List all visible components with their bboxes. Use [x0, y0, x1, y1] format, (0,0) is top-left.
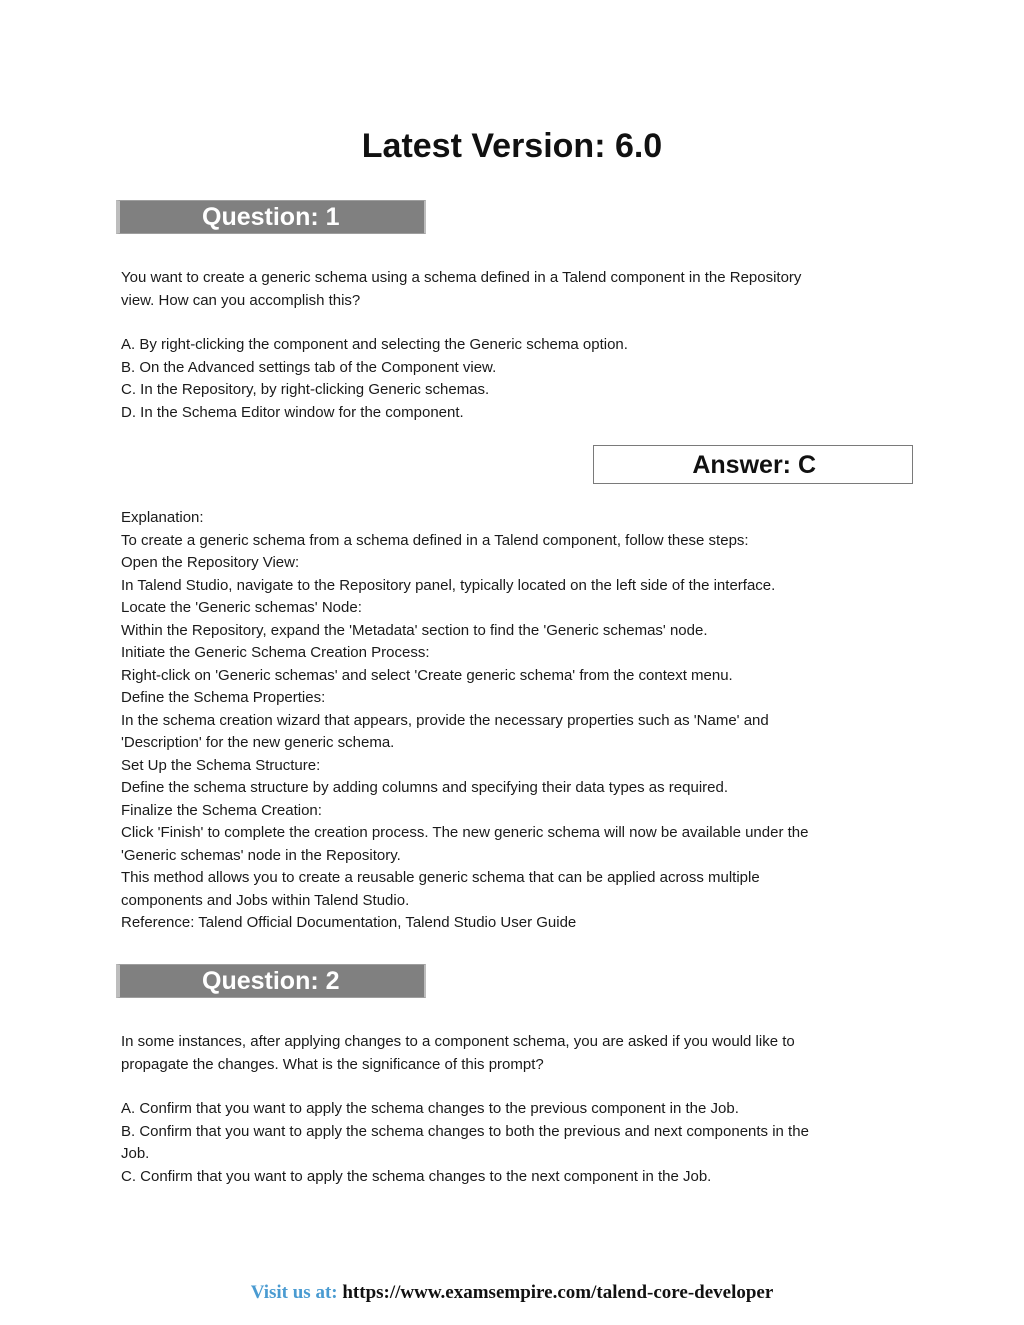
explanation-line: Initiate the Generic Schema Creation Process:: [121, 644, 430, 661]
footer: [0, 1282, 1024, 1304]
question-2-header: Question: 2: [116, 964, 426, 998]
question-1-prompt: [121, 267, 911, 312]
footer-visit-label: Visit us at:: [250, 1282, 338, 1303]
explanation-line: Locate the 'Generic schemas' Node:: [121, 599, 362, 616]
explanation-line: Reference: Talend Official Documentation, Talend Studio User Guide: [121, 914, 577, 931]
explanation-line: components and Jobs within Talend Studio.: [121, 891, 410, 909]
answer-box: Answer: C: [593, 445, 913, 484]
explanation-line: Finalize the Schema Creation:: [121, 801, 322, 819]
explanation-line: To create a generic schema from a schema defined in a Talend component, follow these steps:: [121, 531, 749, 549]
option-b: B. Confirm that you want to apply the schema changes to both the previous and next components in the: [121, 1122, 809, 1140]
explanation-line: Define the schema structure by adding columns and specifying their data types as required.: [121, 779, 729, 796]
option-a: A. By right-clicking the component and selecting the Generic schema option.: [121, 336, 628, 353]
question-1-prompt-line: view. How can you accomplish this?: [121, 291, 361, 309]
explanation-line: 'Description' for the new generic schema.: [121, 734, 395, 751]
option-c: C. Confirm that you want to apply the schema changes to the next component in the Job.: [121, 1167, 712, 1185]
explanation-line: 'Generic schemas' node in the Repository.: [121, 846, 401, 864]
explanation-line: Right-click on 'Generic schemas' and select 'Create generic schema' from the context menu.: [121, 666, 733, 684]
question-2-prompt-line: In some instances, after applying changes to a component schema, you are asked if you would like to: [121, 1033, 795, 1050]
question-1-options: [121, 334, 911, 424]
question-2-options: [121, 1098, 911, 1188]
option-b: B. On the Advanced settings tab of the Component view.: [121, 358, 497, 376]
explanation-line: In Talend Studio, navigate to the Repository panel, typically located on the left side of the interface.: [121, 576, 776, 594]
footer-url-link[interactable]: https://www.examsempire.com/talend-core-developer: [342, 1282, 774, 1303]
explanation-line: Explanation:: [121, 509, 204, 526]
option-d: D. In the Schema Editor window for the component.: [121, 403, 464, 421]
explanation-line: In the schema creation wizard that appears, provide the necessary properties such as 'Name' and: [121, 711, 769, 729]
question-1-prompt-line: You want to create a generic schema using a schema defined in a Talend component in the Repository: [121, 269, 802, 286]
page-title: Latest Version: 6.0: [361, 127, 663, 165]
option-b-continued: Job.: [121, 1145, 150, 1162]
explanation-line: Click 'Finish' to complete the creation process. The new generic schema will now be available under the: [121, 824, 809, 841]
option-c: C. In the Repository, by right-clicking Generic schemas.: [121, 381, 490, 398]
explanation-line: Within the Repository, expand the 'Metadata' section to find the 'Generic schemas' node.: [121, 621, 708, 639]
question-1-header: Question: 1: [116, 200, 426, 234]
question-2-prompt: [121, 1031, 911, 1076]
explanation-line: This method allows you to create a reusable generic schema that can be applied across multiple: [121, 869, 760, 886]
explanation-line: Set Up the Schema Structure:: [121, 756, 321, 774]
question-2-prompt-line: propagate the changes. What is the significance of this prompt?: [121, 1055, 544, 1073]
option-a: A. Confirm that you want to apply the schema changes to the previous component in the Job.: [121, 1100, 739, 1117]
explanation-line: Define the Schema Properties:: [121, 689, 326, 706]
explanation-line: Open the Repository View:: [121, 554, 300, 571]
explanation: [121, 507, 911, 935]
